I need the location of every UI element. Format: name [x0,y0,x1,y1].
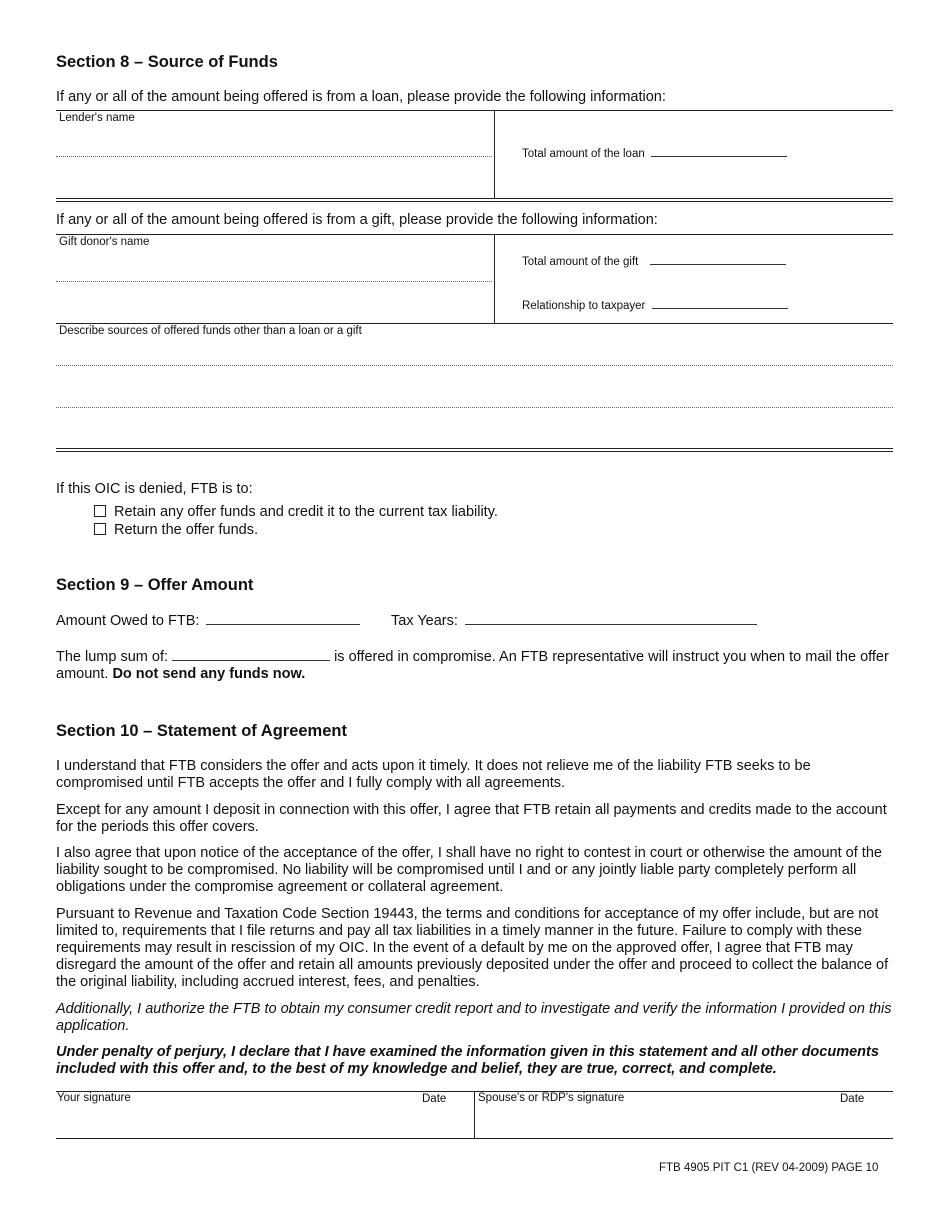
gift-table-bottom-rule [56,323,893,324]
signature-table-bottom-rule [56,1138,893,1139]
agreement-para-1: I understand that FTB considers the offer and acts upon it timely. It does not relieve me of the liability FTB seeks to be compromised until FTB accepts the offer and I fully comply with all agreements. [56,758,811,791]
signature-table-divider [474,1092,475,1139]
lender-name-label: Lender's name [59,112,135,124]
gift-total-label: Total amount of the gift [522,256,639,268]
other-sources-bottom-rule-1 [56,448,893,449]
date-label-1: Date [422,1093,447,1105]
amount-owed-field[interactable] [206,612,360,625]
relationship-label: Relationship to taxpayer [522,300,646,312]
option-return-label: Return the offer funds. [114,522,259,538]
loan-table-divider [494,111,495,199]
amount-owed-label: Amount Owed to FTB: [56,613,200,629]
option-retain-label: Retain any offer funds and credit it to the current tax liability. [114,504,498,520]
footer-form-id: FTB 4905 PIT C1 (REV 04-2009) PAGE 10 [659,1162,879,1174]
retain-checkbox[interactable] [94,505,106,517]
loan-total-label: Total amount of the loan [522,148,645,160]
your-signature-field[interactable] [57,1108,472,1138]
spouse-signature-label: Spouse's or RDP's signature [478,1092,625,1104]
gift-total-field[interactable] [650,252,786,265]
gift-total-row [522,252,786,268]
section10-heading: Section 10 – Statement of Agreement [56,722,347,740]
your-signature-label: Your signature [57,1092,131,1104]
gift-donor-label: Gift donor's name [59,236,150,248]
lump-sum-suffix: is offered in compromise. An FTB representative will instruct you when to mail the offer amount. [56,649,889,682]
relationship-field[interactable] [652,296,788,309]
other-sources-line-2[interactable] [56,407,893,408]
section8-heading: Section 8 – Source of Funds [56,53,278,71]
lump-sum-paragraph [56,648,898,683]
lump-sum-bold: Do not send any funds now. [112,666,306,682]
gift-intro: If any or all of the amount being offered is from a gift, please provide the following information: [56,212,658,228]
agreement-para-2: Except for any amount I deposit in connection with this offer, I agree that FTB retain all payments and credits made to the account for the periods this offer covers. [56,802,887,835]
loan-intro: If any or all of the amount being offered is from a loan, please provide the following information: [56,89,666,105]
other-sources-line-1[interactable] [56,365,893,366]
return-checkbox[interactable] [94,523,106,535]
gift-table-divider [494,235,495,323]
section9-heading: Section 9 – Offer Amount [56,576,254,594]
lump-sum-field[interactable] [172,648,330,661]
lender-name-field[interactable] [56,156,492,157]
loan-total-row [522,144,787,160]
agreement-para-3: I also agree that upon notice of the acceptance of the offer, I shall have no right to contest in court or otherwise the amount of the liability sought to be compromised. No liability will be compromised until I and or any jointly liable party completely perform all obligations under the compromise agreement or collateral agreement. [56,845,882,895]
other-sources-bottom-rule-2 [56,451,893,452]
tax-years-row [391,612,757,630]
gift-donor-field[interactable] [56,281,492,282]
other-sources-label: Describe sources of offered funds other than a loan or a gift [59,325,362,337]
relationship-row [522,296,788,312]
lump-sum-prefix: The lump sum of: [56,649,169,665]
date-label-2: Date [840,1093,865,1105]
amount-owed-row [56,612,360,630]
perjury-declaration: Under penalty of perjury, I declare that I have examined the information given in this statement and all other documents included with this offer and, to the best of my knowledge and belief, they are true, correct, and complete. [56,1044,879,1077]
option-return-row [94,522,258,539]
tax-years-field[interactable] [465,612,757,625]
agreement-para-4: Pursuant to Revenue and Taxation Code Section 19443, the terms and conditions for acceptance of my offer include, but are not limited to, requirements that I file returns and pay all tax liabilities in a timely manner in the future. Failure to comply with these requirements may result in rescission of my OIC. In the event of a default by me on the approved offer, I agree that FTB may disregard the amount of the offer and retain all amounts previously deposited under the offer and proceed to collect the balance of the original liability, including accrued interest, fees, and penalties. [56,906,889,990]
spouse-signature-field[interactable] [476,1108,892,1138]
loan-table-top-rule [56,110,893,111]
agreement-para-5: Additionally, I authorize the FTB to obtain my consumer credit report and to investigate and verify the information I provided on this application. [56,1001,892,1034]
option-retain-row [94,504,498,521]
loan-table-bottom-rule-2 [56,201,893,202]
denied-intro: If this OIC is denied, FTB is to: [56,481,253,497]
loan-table-bottom-rule-1 [56,198,893,199]
loan-total-field[interactable] [651,144,787,157]
tax-years-label: Tax Years: [391,613,458,629]
gift-table-top-rule [56,234,893,235]
